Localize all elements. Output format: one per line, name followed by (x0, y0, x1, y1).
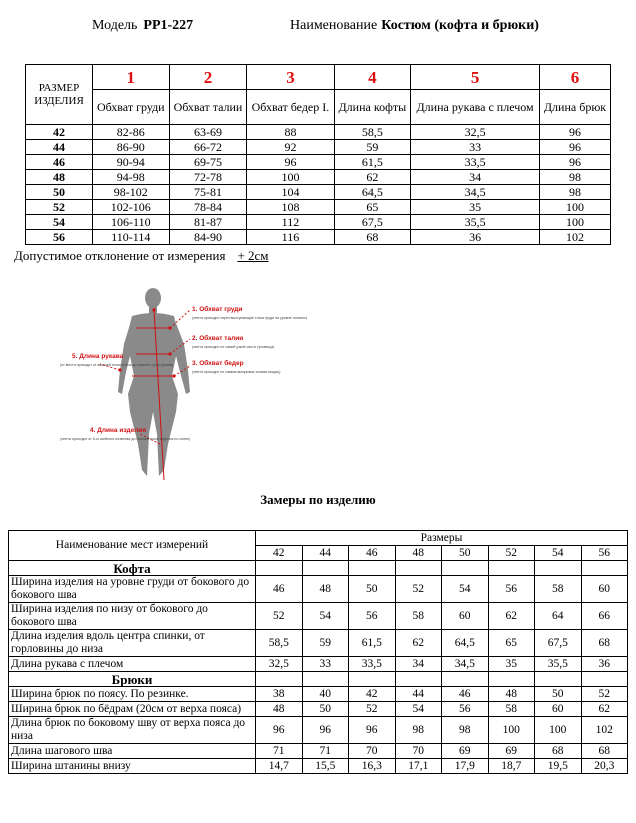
measure-value: 62 (395, 630, 442, 657)
empty-cell (535, 672, 582, 687)
size-cell: 50 (26, 185, 93, 200)
measure-header-row (9, 531, 628, 546)
measure-value: 65 (488, 630, 535, 657)
value-cell: 100 (540, 200, 611, 215)
value-cell: 32,5 (411, 125, 540, 140)
column-number: 3 (247, 65, 334, 90)
note-sleeve: (от места проходит от высшей точки плеча до нижнего края рукава) (60, 363, 174, 367)
measure-value: 50 (349, 576, 396, 603)
value-cell: 90-94 (93, 155, 170, 170)
empty-cell (302, 672, 349, 687)
label-length: 4. Длина изделия (90, 427, 147, 434)
measure-value: 58 (535, 576, 582, 603)
measure-value: 56 (488, 576, 535, 603)
column-number: 5 (411, 65, 540, 90)
label-waist: 2. Обхват талии (192, 335, 244, 342)
measure-value: 59 (302, 630, 349, 657)
measure-label: Длина шагового шва (9, 744, 256, 759)
value-cell: 94-98 (93, 170, 170, 185)
measure-value: 56 (349, 603, 396, 630)
size-table-row (26, 125, 611, 140)
measure-value: 48 (256, 702, 303, 717)
column-header: Обхват бедер I. (247, 90, 334, 125)
measure-value: 68 (581, 744, 628, 759)
measure-value: 20,3 (581, 759, 628, 774)
measure-value: 42 (349, 687, 396, 702)
measure-value: 16,3 (349, 759, 396, 774)
name-label: Наименование (290, 18, 378, 33)
measure-value: 69 (488, 744, 535, 759)
measure-value: 98 (395, 717, 442, 744)
value-cell: 33,5 (411, 155, 540, 170)
value-cell: 86-90 (93, 140, 170, 155)
value-cell: 106-110 (93, 215, 170, 230)
measure-label: Длина изделия вдоль центра спинки, от горловины до низа (9, 630, 256, 657)
measure-value: 52 (256, 603, 303, 630)
value-cell: 104 (247, 185, 334, 200)
measure-value: 35 (488, 657, 535, 672)
column-number: 4 (334, 65, 411, 90)
empty-cell (535, 561, 582, 576)
group-title: Брюки (9, 672, 256, 687)
measure-table (8, 530, 628, 774)
measure-value: 67,5 (535, 630, 582, 657)
column-header: Обхват груди (93, 90, 170, 125)
measure-row (9, 759, 628, 774)
value-cell: 34,5 (411, 185, 540, 200)
empty-cell (442, 561, 489, 576)
column-header: Длина кофты (334, 90, 411, 125)
empty-cell (488, 561, 535, 576)
measure-label: Длина брюк по боковому шву от верха пояса до низа (9, 717, 256, 744)
measure-value: 32,5 (256, 657, 303, 672)
empty-cell (442, 672, 489, 687)
group-row (9, 672, 628, 687)
group-title: Кофта (9, 561, 256, 576)
measure-title: Замеры по изделию (260, 492, 376, 507)
size-table-header-row (26, 90, 611, 125)
name-header: Наименование мест измерений (9, 531, 256, 561)
measure-value: 96 (302, 717, 349, 744)
name-line (290, 18, 539, 34)
value-cell: 62 (334, 170, 411, 185)
size-cell: 44 (26, 140, 93, 155)
column-number: 6 (540, 65, 611, 90)
value-cell: 63-69 (169, 125, 247, 140)
value-cell: 96 (540, 125, 611, 140)
measure-value: 18,7 (488, 759, 535, 774)
value-cell: 35,5 (411, 215, 540, 230)
value-cell: 33 (411, 140, 540, 155)
measure-value: 100 (488, 717, 535, 744)
measure-value: 64 (535, 603, 582, 630)
group-row (9, 561, 628, 576)
document-header (0, 18, 636, 38)
model-line (92, 18, 193, 34)
measure-value: 66 (581, 603, 628, 630)
tolerance-value: + 2см (237, 248, 269, 263)
size-table-row (26, 140, 611, 155)
value-cell: 96 (540, 155, 611, 170)
measure-value: 48 (488, 687, 535, 702)
note-waist: (лента проходит по самой узкой части туловища) (192, 345, 275, 349)
note-chest: (лента проходит через выступающие точки груди на уровне лопаток) (192, 316, 308, 320)
value-cell: 98 (540, 185, 611, 200)
size-cell: 42 (26, 125, 93, 140)
empty-cell (349, 561, 396, 576)
measure-value: 54 (442, 576, 489, 603)
size-table-row (26, 155, 611, 170)
value-cell: 35 (411, 200, 540, 215)
value-cell: 98 (540, 170, 611, 185)
measure-row (9, 576, 628, 603)
value-cell: 92 (247, 140, 334, 155)
measure-value: 58,5 (256, 630, 303, 657)
empty-cell (256, 672, 303, 687)
measure-row (9, 630, 628, 657)
value-cell: 34 (411, 170, 540, 185)
measure-value: 68 (581, 630, 628, 657)
empty-cell (349, 672, 396, 687)
size-table-row (26, 230, 611, 245)
measure-value: 70 (349, 744, 396, 759)
size-cell: 52 (26, 200, 93, 215)
value-cell: 72-78 (169, 170, 247, 185)
empty-cell (488, 672, 535, 687)
size-table-row (26, 215, 611, 230)
measure-label: Ширина изделия по низу от бокового до бокового шва (9, 603, 256, 630)
note-length: (лента проходит от 6-го шейного позвонка до нижней точки изделия по спине) (60, 437, 191, 441)
measure-value: 70 (395, 744, 442, 759)
size-cell: 48 (26, 170, 93, 185)
size-header-cell: 44 (302, 546, 349, 561)
measure-value: 38 (256, 687, 303, 702)
label-chest: 1. Обхват груди (192, 306, 243, 313)
value-cell: 61,5 (334, 155, 411, 170)
size-table (25, 64, 611, 245)
measurement-figure (60, 284, 380, 484)
measure-value: 34 (395, 657, 442, 672)
value-cell: 112 (247, 215, 334, 230)
measure-value: 60 (535, 702, 582, 717)
measure-value: 100 (535, 717, 582, 744)
size-table-row (26, 200, 611, 215)
size-table-number-row (26, 65, 611, 90)
value-cell: 68 (334, 230, 411, 245)
value-cell: 84-90 (169, 230, 247, 245)
size-header-cell: 48 (395, 546, 442, 561)
value-cell: 96 (247, 155, 334, 170)
value-cell: 102-106 (93, 200, 170, 215)
measure-value: 52 (581, 687, 628, 702)
measure-value: 33,5 (349, 657, 396, 672)
value-cell: 69-75 (169, 155, 247, 170)
measure-value: 50 (302, 702, 349, 717)
measure-label: Ширина изделия на уровне груди от бокового до бокового шва (9, 576, 256, 603)
empty-cell (581, 561, 628, 576)
measure-value: 52 (395, 576, 442, 603)
measure-value: 40 (302, 687, 349, 702)
measure-value: 58 (488, 702, 535, 717)
measure-label: Ширина брюк по бёдрам (20см от верха пояса) (9, 702, 256, 717)
measure-value: 19,5 (535, 759, 582, 774)
measure-label: Длина рукава с плечом (9, 657, 256, 672)
size-cell: 54 (26, 215, 93, 230)
value-cell: 108 (247, 200, 334, 215)
value-cell: 78-84 (169, 200, 247, 215)
size-header-cell: 56 (581, 546, 628, 561)
value-cell: 58,5 (334, 125, 411, 140)
tolerance-note (14, 248, 269, 264)
measure-value: 71 (256, 744, 303, 759)
value-cell: 96 (540, 140, 611, 155)
size-table-row (26, 170, 611, 185)
value-cell: 75-81 (169, 185, 247, 200)
value-cell: 100 (247, 170, 334, 185)
measure-value: 17,1 (395, 759, 442, 774)
value-cell: 65 (334, 200, 411, 215)
empty-cell (256, 561, 303, 576)
size-header-cell: 50 (442, 546, 489, 561)
value-cell: 88 (247, 125, 334, 140)
value-cell: 102 (540, 230, 611, 245)
value-cell: 64,5 (334, 185, 411, 200)
measure-value: 64,5 (442, 630, 489, 657)
size-cell: 56 (26, 230, 93, 245)
measure-value: 61,5 (349, 630, 396, 657)
measure-value: 46 (256, 576, 303, 603)
measure-value: 14,7 (256, 759, 303, 774)
measure-label: Ширина брюк по поясу. По резинке. (9, 687, 256, 702)
size-column-header: РАЗМЕР ИЗДЕЛИЯ (26, 65, 93, 125)
measure-value: 96 (256, 717, 303, 744)
measure-row (9, 717, 628, 744)
empty-cell (395, 561, 442, 576)
measure-value: 62 (581, 702, 628, 717)
tolerance-text: Допустимое отклонение от измерения (14, 248, 226, 263)
measure-value: 71 (302, 744, 349, 759)
column-header: Длина брюк (540, 90, 611, 125)
measure-value: 96 (349, 717, 396, 744)
empty-cell (302, 561, 349, 576)
size-header-cell: 54 (535, 546, 582, 561)
sizes-header: Размеры (256, 531, 628, 546)
measure-value: 44 (395, 687, 442, 702)
column-header: Длина рукава с плечом (411, 90, 540, 125)
measure-value: 48 (302, 576, 349, 603)
measure-value: 56 (442, 702, 489, 717)
measure-row (9, 702, 628, 717)
measure-value: 69 (442, 744, 489, 759)
size-table-row (26, 185, 611, 200)
measure-value: 15,5 (302, 759, 349, 774)
measure-value: 34,5 (442, 657, 489, 672)
value-cell: 98-102 (93, 185, 170, 200)
measure-value: 46 (442, 687, 489, 702)
measure-value: 60 (581, 576, 628, 603)
measure-value: 60 (442, 603, 489, 630)
measure-value: 17,9 (442, 759, 489, 774)
column-number: 2 (169, 65, 247, 90)
name-value: Костюм (кофта и брюки) (381, 18, 539, 33)
size-cell: 46 (26, 155, 93, 170)
measure-value: 98 (442, 717, 489, 744)
value-cell: 66-72 (169, 140, 247, 155)
label-hips: 3. Обхват бедер (192, 360, 244, 367)
measure-label: Ширина штанины внизу (9, 759, 256, 774)
measure-value: 62 (488, 603, 535, 630)
value-cell: 81-87 (169, 215, 247, 230)
measure-value: 58 (395, 603, 442, 630)
measure-row (9, 744, 628, 759)
column-header: Обхват талии (169, 90, 247, 125)
measure-row (9, 603, 628, 630)
value-cell: 110-114 (93, 230, 170, 245)
measure-row (9, 657, 628, 672)
measure-value: 33 (302, 657, 349, 672)
size-header-cell: 46 (349, 546, 396, 561)
value-cell: 67,5 (334, 215, 411, 230)
measure-value: 54 (302, 603, 349, 630)
size-header-cell: 52 (488, 546, 535, 561)
label-sleeve: 5. Длина рукава (72, 353, 124, 360)
measure-value: 54 (395, 702, 442, 717)
empty-cell (581, 672, 628, 687)
model-label: Модель (92, 18, 138, 33)
size-header-cell: 42 (256, 546, 303, 561)
column-number: 1 (93, 65, 170, 90)
measure-value: 52 (349, 702, 396, 717)
model-value: РР1-227 (143, 18, 194, 33)
note-hips: (лента проходит по самым выпуклым точкам ягодиц) (192, 370, 281, 374)
value-cell: 100 (540, 215, 611, 230)
value-cell: 59 (334, 140, 411, 155)
measure-value: 35,5 (535, 657, 582, 672)
measure-value: 102 (581, 717, 628, 744)
measure-value: 36 (581, 657, 628, 672)
value-cell: 116 (247, 230, 334, 245)
value-cell: 82-86 (93, 125, 170, 140)
value-cell: 36 (411, 230, 540, 245)
measure-row (9, 687, 628, 702)
empty-cell (395, 672, 442, 687)
measure-value: 50 (535, 687, 582, 702)
measure-value: 68 (535, 744, 582, 759)
